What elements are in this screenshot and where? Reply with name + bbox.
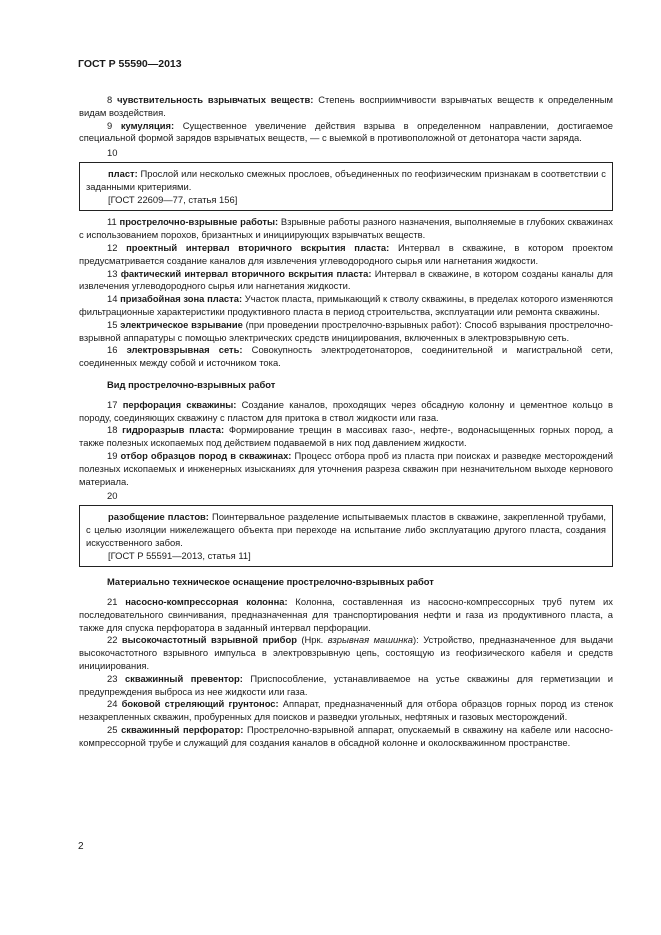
term-definition: Прострелочно-взрывной аппарат, опускаемый в скважину на кабеле или насосно-компрессорной трубе и служащий для создания каналов в обсадной колонне и околоскважинном пространстве. [79,724,613,748]
term-definition: (при проведении прострелочно-взрывных работ): Способ взрывания прострелочно-взрывной аппаратуры с помощью электрических средств инициирования, включенных в электровзрывную сеть. [79,318,614,343]
term-definition: Интервал в скважине, в котором созданы каналы для извлечения углеводородного сырья или нагнетания жидкости. [79,267,614,292]
term-entry [79,268,613,294]
term-entry [79,634,613,672]
term-entry [79,120,613,146]
term-title: высокочастотный взрывной прибор [121,634,297,646]
term-entry [79,94,613,120]
term-entry [79,344,613,370]
term-entry [79,216,613,242]
deprecated-term: взрывная машинка [327,634,414,646]
term-definition: Взрывные работы разного назначения, выполняемые в глубоких скважинах с использованием порохов, бризантных и инициирующих взрывчатых веществ. [79,216,613,241]
term-title: электрическое взрывание [120,318,243,330]
term-definition: Совокупность электродетонаторов, соединительной и магистральной сети, соединенных между собой и источником тока. [79,344,613,369]
term-entry [79,399,613,425]
term-number: 17 [107,398,118,410]
term-entry [79,450,613,488]
term-definition: Колонна, составленная из насосно-компрессорных труб путем их последовательного свинчивания, предназначенная для транспортирования нефти и газа из продуктивного пласта, а также для спуска перфоратора в заданный интервал перфорации. [79,596,613,633]
term-entry [79,319,613,345]
term-number: 22 [107,634,118,646]
term-title: чувствительность взрывчатых веществ: [117,94,314,105]
term-definition: Поинтервальное разделение испытываемых пластов в скважине, закрепленной трубами, с целью изоляции нижележащего объекта при переходе на испытание либо эксплуатацию другого пласта, создания искусственного забоя. [86,511,606,548]
term-entry [79,596,613,634]
term-definition: Прослой или несколько смежных прослоев, объединенных по геофизическим признакам в соответствии с заданными критериями. [86,167,606,192]
term-entry [79,724,613,750]
term-number: 23 [107,672,118,684]
term-group [79,673,613,750]
term-entry [79,293,613,319]
term-entry [86,168,606,194]
term-title: проектный интервал вторичного вскрытия пласта: [126,241,390,253]
term-title: насосно-компрессорная колонна: [125,596,288,608]
term-definition: Приспособление, устанавливаемое на устье скважины для герметизации и предупреждения выброса из нее жидкости или газа. [79,672,614,697]
boxed-term [79,505,613,567]
term-title: скважинный превентор: [124,672,243,684]
term-title: кумуляция: [120,119,175,131]
term-definition: Существенное увеличение действия взрыва в определенном направлении, достигаемое специальной формой зарядов взрывчатых веществ, — с выемкой в противоположной от детонатора части заряда. [79,119,614,144]
section-heading: Вид прострелочно-взрывных работ [107,378,276,390]
term-number: 24 [107,698,118,710]
term-definition: Процесс отбора проб из пласта при поисках и разведке месторождений полезных ископаемых и инженерных изысканиях для уточнения разреза скважин при незначительном выходе кернового материала. [79,449,613,487]
term-title: скважинный перфоратор: [121,724,244,736]
term-group [79,216,613,370]
term-definition: Создание каналов, проходящих через обсадную колонну и цементное кольцо в породу, соединяющих скважину с пластом для притока в ствол жидкости или газа. [79,398,613,423]
term-number: 14 [107,293,118,305]
section-heading: Материально техническое оснащение прострелочно-взрывных работ [107,576,434,588]
term-title: призабойная зона пласта: [120,293,243,305]
term-entry [79,673,613,699]
term-number: 18 [107,424,118,436]
term-definition: Интервал в скважине, в котором проектом предусматривается создание каналов для извлечения углеводородного сырья или нагнетания жидкости. [79,241,613,266]
term-title: пласт: [108,167,138,179]
term-group [79,596,613,634]
term-title: боковой стреляющий грунтонос: [121,698,279,710]
term-number: 21 [107,596,118,608]
term-title: электровзрывная сеть: [126,344,243,356]
term-definition: Формирование трещин в массивах газо-, нефте-, водонасыщенных горных пород, а также полезных ископаемых под действием подаваемой в них под давлением жидкости. [79,424,613,449]
term-group [79,94,613,145]
term-entry [86,511,606,549]
term-number: 15 [107,318,118,330]
document-body [79,94,613,750]
term-title: прострелочно-взрывные работы: [119,216,279,228]
page-number: 2 [78,841,84,852]
term-definition: Аппарат, предназначенный для отбора образцов горных пород из стенок незакрепленных скважин, пробуренных для поисков и разведки угольных, нефтяных и газовых месторождений. [79,698,613,723]
term-title: разобщение пластов: [108,511,209,523]
term-number: 20 [107,490,118,502]
term-number: 13 [107,267,118,279]
term-entry [79,242,613,268]
boxed-term [79,162,613,211]
term-definition: Степень восприимчивости взрывчатых веществ к определенным видам воздействия. [79,94,613,118]
term-entry [79,698,613,724]
term-number: 8 [107,94,113,105]
term-title: отбор образцов пород в скважинах: [120,449,292,461]
term-definition: Участок пласта, примыкающий к стволу скважины, в пределах которого изменяются фильтрационные характеристики продуктивного пласта в период строительства, эксплуатации или ремонта скважины. [79,293,613,317]
standard-reference: [ГОСТ 22609—77, статья 156] [108,193,238,205]
term-number: 9 [107,119,113,131]
term-number: 11 [107,216,117,228]
term-number: 10 [107,147,118,159]
standard-reference: [ГОСТ Р 55591—2013, статья 11] [108,549,251,561]
term-number: 25 [107,724,118,736]
term-entry [79,424,613,450]
term-number: 19 [107,449,118,461]
term-title: перфорация скважины: [122,398,237,410]
term-number: 16 [107,344,118,356]
term-note: (Нрк. [296,634,328,646]
document-header: ГОСТ Р 55590—2013 [78,58,182,70]
term-title: гидроразрыв пласта: [122,424,225,436]
term-group [79,399,613,489]
term-number: 12 [107,241,118,253]
term-definition: ): Устройство, предназначенное для выдачи высокочастотного взрывного импульса в электровзрывную цепь, состоящую из геофизического кабеля и средств инициирования. [79,634,614,672]
term-title: фактический интервал вторичного вскрытия пласта: [120,267,372,279]
